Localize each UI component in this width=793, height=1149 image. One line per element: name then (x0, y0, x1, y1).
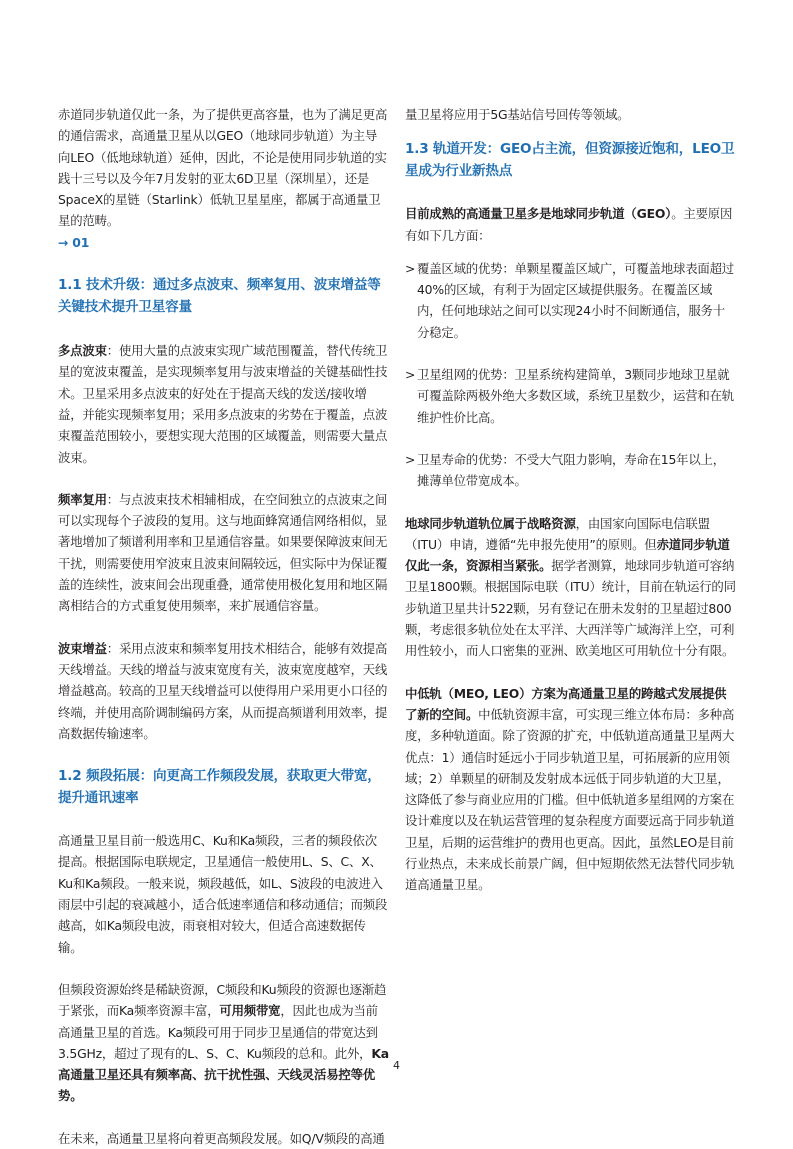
list-item: > 卫星组网的优势：卫星系统构建简单，3颗同步地球卫星就可覆盖除两极外绝大多数区域，系统卫星数少，运营和在轨维护性价比高。 (405, 364, 736, 428)
list-item: > 覆盖区域的优势：单颗星覆盖区域广，可覆盖地球表面超过40%的区域，有利于为固定区域提供服务。在覆盖区域内，任何地球站之间可以实现24小时不间断通信，服务十分稳定。 (405, 258, 736, 343)
intro-paragraph: 赤道同步轨道仅此一条，为了提供更高容量，也为了满足更高的通信需求，高通量卫星从以GEO（地球同步轨道）为主导向LEO（低地球轨道）延伸，因此，不论是使用同步轨道的实践十三号以及今年7月发射的亚太6D卫星（深圳星），还是SpaceX的星链（Starlink）低轨卫星星座，都属于高通量卫星的范畴。 → 01 (58, 107, 388, 250)
band-paragraph-2: 但频段资源始终是稀缺资源，C频段和Ku频段的资源也逐渐趋于紧张，而Ka频率资源丰富，可用频带宽，因此也成为当前高通量卫星的首选。Ka频段可用于同步卫星通信的带宽达到3.5GHz，超过了现有的L、S、C、Ku频段的总和。此外，Ka高通量卫星还具有频率高、抗干扰性强、天线灵活易控等优势。 (58, 981, 389, 1104)
left-column (58, 104, 389, 1149)
future-paragraph: 在未来，高通量卫星将向着更高频段发展。如Q/V频段的高通 (58, 1130, 385, 1146)
page-number: 4 (393, 1059, 400, 1072)
multibeam-paragraph: 多点波束：使用大量的点波束实现广域范围覆盖，替代传统卫星的宽波束覆盖，是实现频率复用与波束增益的关键基础性技术。卫星采用多点波束的好处在于提高天线的发送/接收增益，并能实现频率复用；采用多点波束的劣势在于覆盖，点波束覆盖范围较小，要想实现大范围的区域覆盖，则需要大量点波束。 (58, 343, 388, 465)
continuation-paragraph: 量卫星将应用于5G基站信号回传等领域。 (405, 107, 630, 122)
bullet-marker: > (405, 260, 416, 276)
beam-gain-paragraph: 波束增益：采用点波束和频率复用技术相结合，能够有效提高天线增益。天线的增益与波束宽度有关，波束宽度越窄，天线增益越高。较高的卫星天线增益可以使得用户采用更小口径的终端，并使用高阶调制编码方案，从而提高频谱利用效率，提高数据传输速率。 (58, 640, 388, 741)
bullet-marker: > (405, 451, 416, 467)
geo-paragraph: 目前成熟的高通量卫星多是地球同步轨道（GEO）。主要原因有如下几方面： (405, 206, 733, 243)
section-heading-1-2: 1.2 频段拓展：向更高工作频段发展，获取更大带宽，提升通讯速率 (58, 768, 381, 806)
bullet-marker: > (405, 367, 416, 383)
frequency-reuse-paragraph: 频率复用：与点波束技术相辅相成，在空间独立的点波束之间可以实现每个子波段的复用。这与地面蜂窝通信网络相似，显著地增加了频谱利用率和卫星通信容量。如果要保障波束间无干扰，则需要使用窄波束且波束间隔较远，但实际中为保证覆盖的连续性，波束间会出现重叠，通常使用极化复用和地区隔离相结合的方式重复使用频率，来扩展通信容量。 (58, 491, 388, 614)
reference-link[interactable]: → 01 (58, 234, 90, 250)
leo-paragraph: 中低轨（MEO, LEO）方案为高通量卫星的跨越式发展提供了新的空间。中低轨资源丰富，可实现三维立体布局：多种高度，多种轨道面。除了资源的扩充，中低轨道高通量卫星两大优点：1）通信时延远小于同步轨道卫星，可拓展新的应用领域；2）单颗星的研制及发射成本远低于同步轨道的大卫星，这降低了参与商业应用的门槛。但中低轨道多星组网的方案在设计难度以及在轨运营管理的复杂程度方面要远高于同步轨道卫星，后期的运营维护的费用也更高。因此，虽然LEO是目前行业热点，未来成长前景广阔，但中短期依然无法替代同步轨道高通量卫星。 (405, 685, 735, 893)
section-heading-1-1: 1.1 技术升级：通过多点波束、频率复用、波束增益等关键技术提升卫星容量 (58, 277, 381, 315)
right-column (405, 104, 736, 896)
strategic-resource-paragraph: 地球同步轨道轨位属于战略资源，由国家向国际电信联盟（ITU）申请，遵循“先申报先使用”的原则。但赤道同步轨道仅此一条，资源相当紧张。据学者测算，地球同步轨道可容纳卫星1800颗。根据国际电联（ITU）统计，目前在轨运行的同步轨道卫星共计522颗，另有登记在册未发射的卫星超过800颗，考虑很多轨位处在太平洋、大西洋等广域海洋上空，可利用性较小，而人口密集的亚洲、欧美地区可用轨位十分有限。 (405, 515, 736, 659)
geo-advantages-list (405, 258, 736, 492)
list-item: > 卫星寿命的优势：不受大气阻力影响，寿命在15年以上，摊薄单位带宽成本。 (405, 449, 736, 492)
band-paragraph-1: 高通量卫星目前一般选用C、Ku和Ka频段，三者的频段依次提高。根据国际电联规定，卫星通信一般使用L、S、C、X、Ku和Ka频段。一般来说，频段越低，如L、S波段的电波进入雨层中引起的衰减越小，适合低速率通信和移动通信；而频段越高，如Ka频段电波，雨衰相对较大，但适合高速数据传输。 (58, 833, 388, 955)
section-heading-1-3: 1.3 轨道开发：GEO占主流，但资源接近饱和，LEO卫星成为行业新热点 (405, 141, 735, 179)
